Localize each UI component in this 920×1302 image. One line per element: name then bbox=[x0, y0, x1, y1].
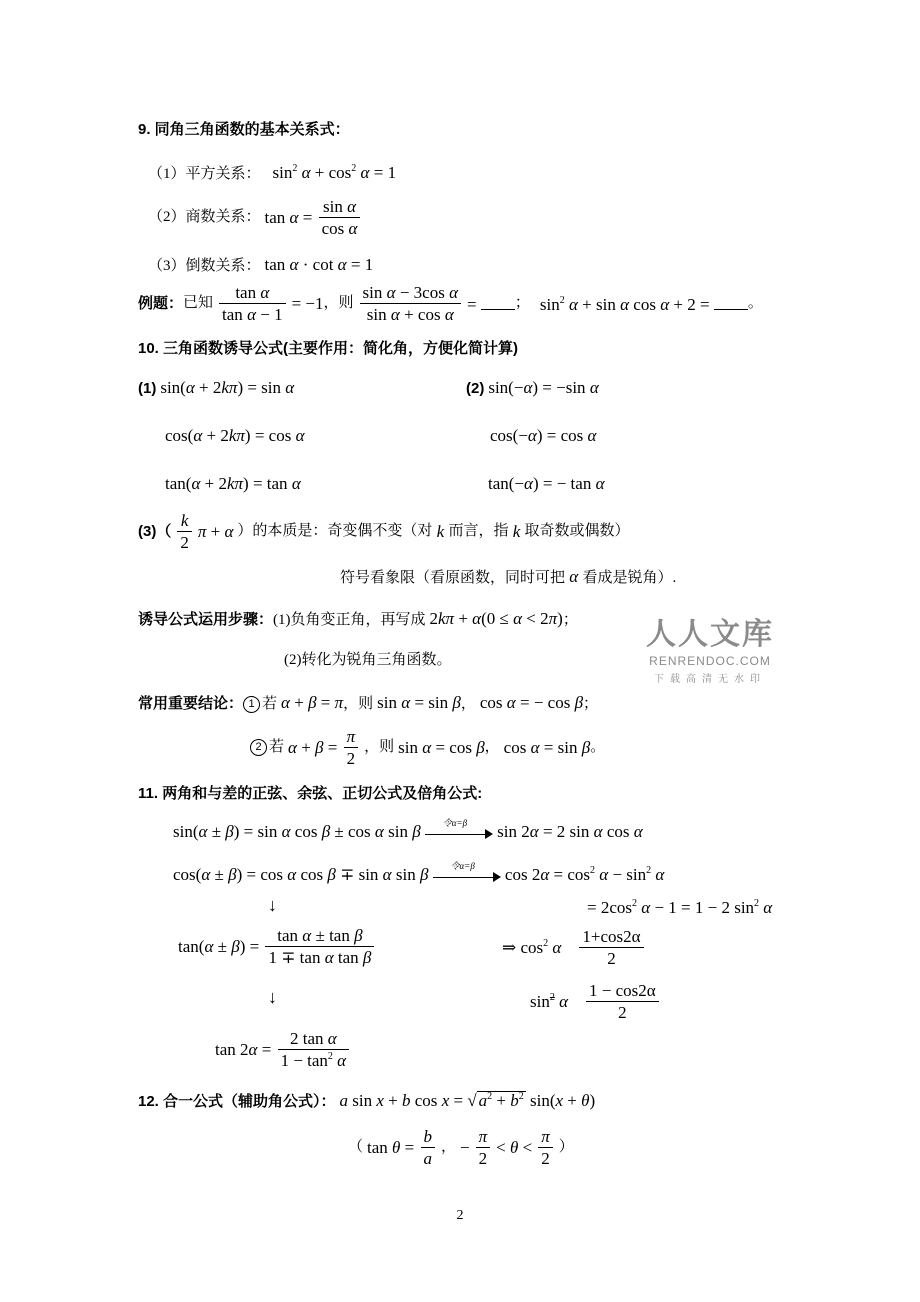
square-relation: （1）平方关系： $\sin^2 \alpha + \cos^2 \alpha = 1$ bbox=[148, 163, 397, 182]
reciprocal-relation: （3）倒数关系： tan α · cot α = 1 bbox=[148, 255, 374, 274]
formula-2-cos: cos(−α) = cos α bbox=[490, 426, 597, 445]
tan-sum-formula: tan(α ± β) = $\frac{\text{tan α ± tan β}}{\text{1 ∓ tan α tan β}}$ bbox=[178, 927, 376, 966]
cos-sum-formula: cos(α ± β) = cos α cos β ∓ sin α sin β 令α=β $\cos 2\alpha = \cos^2 \alpha - \sin^2 \alpha$ bbox=[173, 861, 665, 884]
watermark-logo: 人人文库 RENRENDOC.COM 下载高清无水印 bbox=[646, 617, 774, 685]
formula-3-line2: 符号看象限（看原函数，同时可把 α 看成是锐角）. bbox=[340, 567, 677, 586]
sin-sum-formula: sin(α ± β) = sin α cos β ± cos α sin β 令α=β sin 2α = 2 sin α cos α bbox=[173, 818, 643, 841]
page-number: 2 bbox=[456, 1208, 464, 1223]
formula-3: (3)（ $\frac{k}{2}$ π + α ）的本质是：奇变偶不变（对 k 而言，指 k 取奇数或偶数） bbox=[138, 511, 630, 552]
circled-number-1: 1 bbox=[243, 696, 260, 713]
conclusion-1: 常用重要结论： 1 若 α + β = π，则 sin α = sin β， cos α = − cos β； bbox=[138, 693, 599, 712]
tan-double-formula: tan 2α = $\frac{\text{2 tan α}}{1 - \tan^2 \alpha}$ bbox=[215, 1030, 351, 1069]
cos2a-variants: = $2\cos^2$ α − 1 = 1 − 2 $\sin^2 \alpha$ bbox=[587, 898, 773, 917]
right-arrow-icon-2: 令α=β bbox=[433, 868, 501, 884]
answer-blank-2 bbox=[714, 295, 748, 310]
cos-squared-formula: ⇒ $\cos^2 \alpha$ $\frac{1+\cos 2\alpha}{2}$ bbox=[502, 928, 646, 967]
sin-squared-formula: $\sin^2 \alpha$ $\frac{1 - \cos 2\alpha}{2}$ bbox=[530, 982, 661, 1021]
formula-2-tan: tan(−α) = − tan α bbox=[488, 474, 605, 493]
circled-number-2: 2 bbox=[250, 739, 267, 756]
right-arrow-icon: 令α=β bbox=[425, 825, 493, 841]
section-10-title: 10. 三角函数诱导公式(主要作用：简化角，方便化简计算) bbox=[138, 340, 519, 357]
answer-blank-1 bbox=[481, 295, 515, 310]
theta-condition: （ tan θ = $\frac{b}{a}$ ， − $\frac{\pi}{2}$ < θ < $\frac{\pi}{2}$ ） bbox=[348, 1127, 574, 1168]
example: 例题：已知 $\frac{\text{tan α}}{\text{tan α − 1}}$ = −1，则 $\frac{\text{sin α − 3cos α}}{\text{sin α + cos α}}$ = ； $\sin^2 \alpha + \sin \alpha$ cos α + 2 = 。 bbox=[138, 283, 763, 324]
formula-2-sin: (2) sin(−α) = −sin α bbox=[466, 378, 599, 397]
induction-steps: 诱导公式运用步骤：(1)负角变正角，再写成 2kπ + α(0 ≤ α < 2π)； bbox=[138, 609, 578, 628]
section-9-title: 9. 同角三角函数的基本关系式： bbox=[138, 121, 350, 138]
formula-1-sin: (1) sin(α + 2kπ) = sin α bbox=[138, 378, 295, 397]
section-11-title: 11. 两角和与差的正弦、余弦、正切公式及倍角公式: bbox=[138, 785, 483, 802]
formula-1-tan: tan(α + 2kπ) = tan α bbox=[165, 474, 301, 493]
quotient-relation: （2）商数关系： tan α = $\frac{\text{sin α}}{\text{cos α}}$ bbox=[148, 198, 362, 237]
formula-1-cos: cos(α + 2kπ) = cos α bbox=[165, 426, 305, 445]
induction-step-2: (2)转化为锐角三角函数。 bbox=[284, 652, 452, 668]
down-arrow-icon-1: ↓ bbox=[268, 895, 277, 915]
down-arrow-icon-2: ↓ bbox=[268, 987, 277, 1007]
section-12: 12. 合一公式（辅助角公式）： a sin x + b cos x = √ $a^2 + b^2$ sin(x + θ) bbox=[138, 1091, 596, 1110]
conclusion-2: 2 若 α + β = $\frac{\pi}{2}$ ，则 sin α = cos β， cos α = sin β。 bbox=[250, 728, 605, 767]
